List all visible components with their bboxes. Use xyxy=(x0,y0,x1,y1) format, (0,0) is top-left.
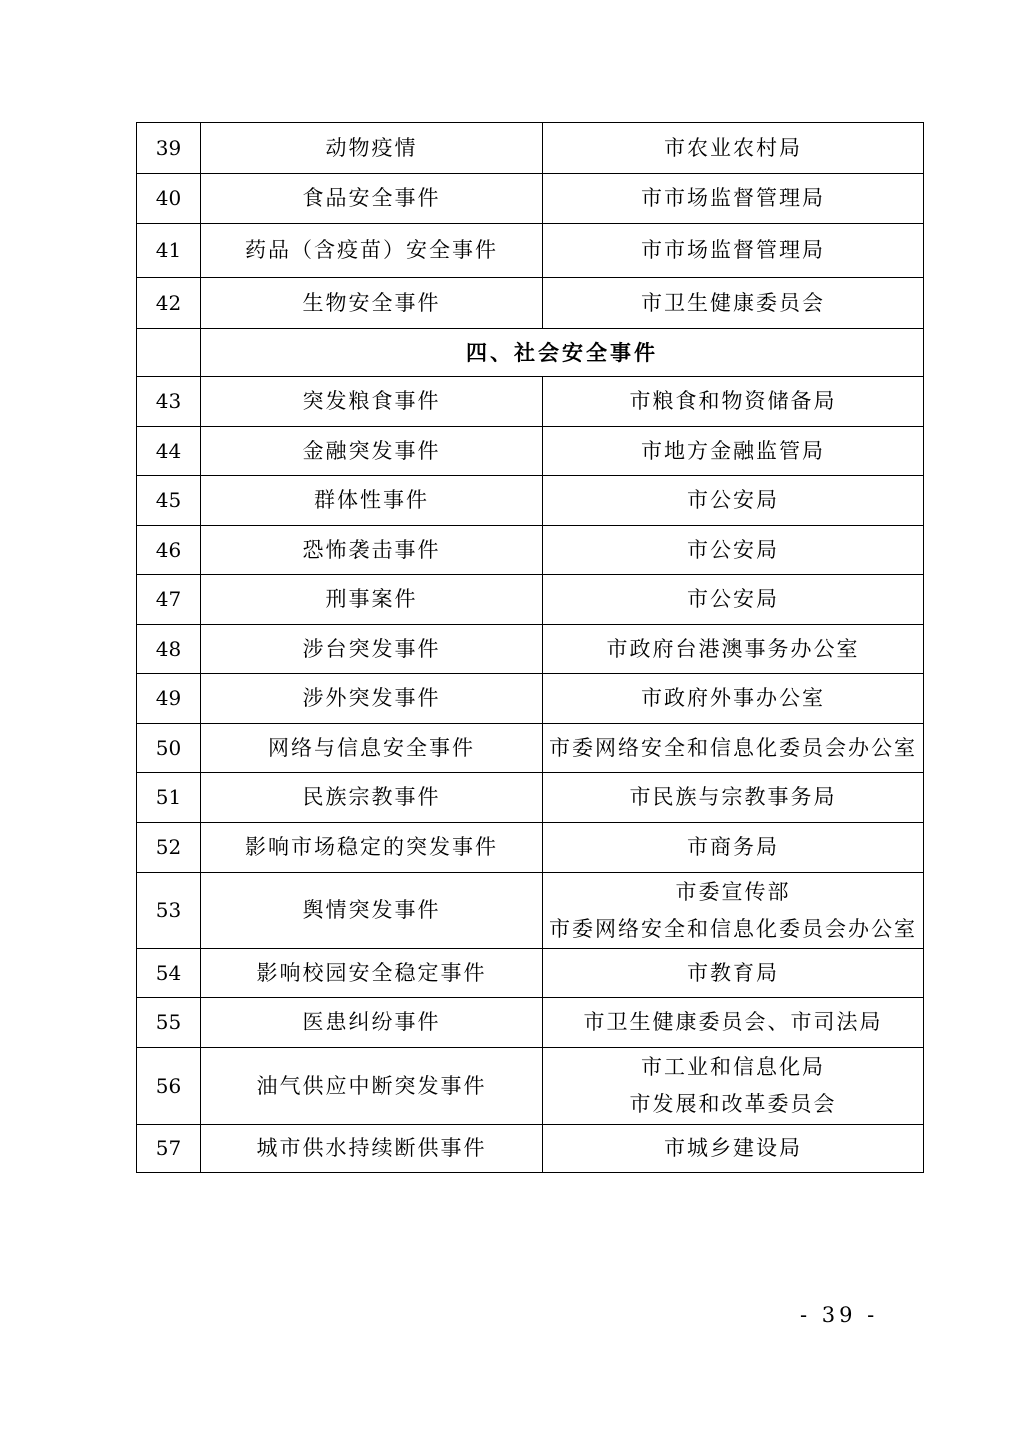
row-number: 40 xyxy=(137,174,201,224)
page-number: - 39 - xyxy=(800,1303,879,1327)
department-name: 市委宣传部 xyxy=(675,879,791,904)
department-name: 市粮食和物资储备局 xyxy=(629,389,837,413)
table-row xyxy=(137,998,924,1048)
table-row xyxy=(137,949,924,998)
table-row xyxy=(137,174,924,224)
event-type: 城市供水持续断供事件 xyxy=(201,1125,543,1173)
department-name: 市民族与宗教事务局 xyxy=(629,785,837,809)
row-number: 54 xyxy=(137,949,201,998)
table-row xyxy=(137,823,924,873)
responsible-department xyxy=(543,1048,924,1125)
event-type: 民族宗教事件 xyxy=(201,773,543,823)
responsible-department xyxy=(543,823,924,873)
table-row xyxy=(137,724,924,773)
responsible-department xyxy=(543,773,924,823)
emergency-event-table xyxy=(136,122,924,1173)
row-number: 43 xyxy=(137,377,201,427)
department-name: 市地方金融监管局 xyxy=(641,438,825,463)
row-number: 45 xyxy=(137,476,201,526)
event-type: 舆情突发事件 xyxy=(201,873,543,949)
row-number: 39 xyxy=(137,123,201,174)
row-number: 44 xyxy=(137,427,201,476)
table-row xyxy=(137,575,924,625)
row-number: 46 xyxy=(137,526,201,575)
row-number: 42 xyxy=(137,278,201,329)
row-number: 47 xyxy=(137,575,201,625)
department-name: 市工业和信息化局 xyxy=(641,1055,825,1079)
responsible-department xyxy=(543,224,924,278)
table-row xyxy=(137,224,924,278)
department-name: 市教育局 xyxy=(687,960,779,985)
department-name: 市市场监督管理局 xyxy=(641,238,825,262)
event-type: 突发粮食事件 xyxy=(201,377,543,427)
table-row xyxy=(137,427,924,476)
table-row xyxy=(137,1125,924,1173)
row-number: 50 xyxy=(137,724,201,773)
section-number-cell xyxy=(137,329,201,377)
table-row xyxy=(137,278,924,329)
department-name: 市市场监督管理局 xyxy=(641,186,825,210)
row-number: 56 xyxy=(137,1048,201,1125)
event-type: 金融突发事件 xyxy=(201,427,543,476)
row-number: 48 xyxy=(137,625,201,674)
row-number: 53 xyxy=(137,873,201,949)
department-name: 市公安局 xyxy=(687,488,779,512)
department-name: 市委网络安全和信息化委员会办公室 xyxy=(549,735,917,760)
event-type: 影响市场稳定的突发事件 xyxy=(201,823,543,873)
department-name: 市城乡建设局 xyxy=(664,1136,802,1160)
row-number: 49 xyxy=(137,674,201,724)
section-header-row xyxy=(137,329,924,377)
department-name: 市政府外事办公室 xyxy=(641,686,825,710)
table-row xyxy=(137,526,924,575)
row-number: 57 xyxy=(137,1125,201,1173)
responsible-department xyxy=(543,278,924,329)
responsible-department xyxy=(543,476,924,526)
event-type: 影响校园安全稳定事件 xyxy=(201,949,543,998)
department-name: 市卫生健康委员会 xyxy=(641,290,825,315)
event-type: 网络与信息安全事件 xyxy=(201,724,543,773)
table-row xyxy=(137,476,924,526)
department-name: 市发展和改革委员会 xyxy=(629,1092,837,1116)
department-name: 市卫生健康委员会、市司法局 xyxy=(583,1010,883,1034)
event-type: 涉外突发事件 xyxy=(201,674,543,724)
responsible-department xyxy=(543,575,924,625)
row-number: 55 xyxy=(137,998,201,1048)
event-type: 生物安全事件 xyxy=(201,278,543,329)
event-type: 恐怖袭击事件 xyxy=(201,526,543,575)
row-number: 51 xyxy=(137,773,201,823)
responsible-department xyxy=(543,873,924,949)
responsible-department xyxy=(543,724,924,773)
event-type: 刑事案件 xyxy=(201,575,543,625)
table-body xyxy=(137,123,924,1173)
event-type: 涉台突发事件 xyxy=(201,625,543,674)
responsible-department xyxy=(543,949,924,998)
responsible-department xyxy=(543,1125,924,1173)
responsible-department xyxy=(543,174,924,224)
responsible-department xyxy=(543,123,924,174)
table-row xyxy=(137,377,924,427)
responsible-department xyxy=(543,625,924,674)
department-name: 市公安局 xyxy=(687,537,779,562)
event-type: 油气供应中断突发事件 xyxy=(201,1048,543,1125)
responsible-department xyxy=(543,674,924,724)
responsible-department xyxy=(543,998,924,1048)
table-row xyxy=(137,773,924,823)
table-row xyxy=(137,674,924,724)
table-row xyxy=(137,625,924,674)
responsible-department xyxy=(543,427,924,476)
event-type: 药品（含疫苗）安全事件 xyxy=(201,224,543,278)
responsible-department xyxy=(543,526,924,575)
table-row xyxy=(137,873,924,949)
event-type: 动物疫情 xyxy=(201,123,543,174)
event-type: 医患纠纷事件 xyxy=(201,998,543,1048)
responsible-department xyxy=(543,377,924,427)
table-row xyxy=(137,1048,924,1125)
event-type: 群体性事件 xyxy=(201,476,543,526)
table-row xyxy=(137,123,924,174)
department-name: 市政府台港澳事务办公室 xyxy=(606,636,860,661)
section-title: 四、社会安全事件 xyxy=(201,329,924,377)
row-number: 41 xyxy=(137,224,201,278)
department-name: 市公安局 xyxy=(687,587,779,611)
event-type: 食品安全事件 xyxy=(201,174,543,224)
row-number: 52 xyxy=(137,823,201,873)
department-name: 市委网络安全和信息化委员会办公室 xyxy=(549,916,917,941)
department-name: 市农业农村局 xyxy=(664,135,802,160)
department-name: 市商务局 xyxy=(687,835,779,859)
